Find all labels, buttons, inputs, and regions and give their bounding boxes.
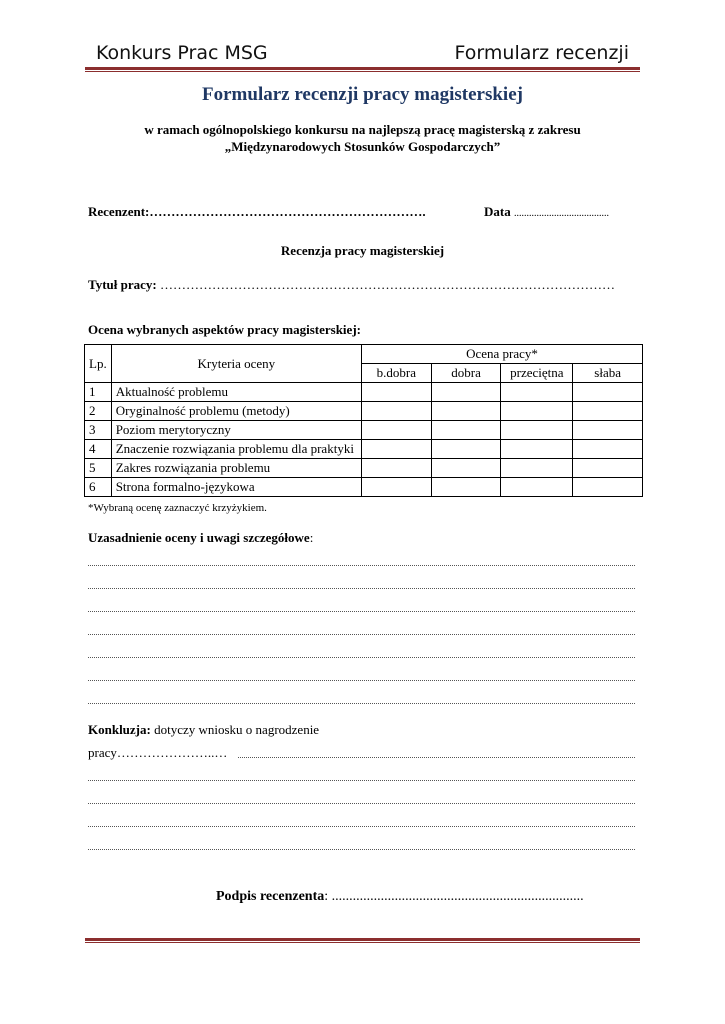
table-row xyxy=(85,478,643,497)
justification-line[interactable] xyxy=(88,657,635,658)
conclusion-dots: …………………..… xyxy=(116,745,228,760)
grade-cell[interactable] xyxy=(361,383,431,402)
justification-heading xyxy=(88,530,313,546)
review-heading: Recenzja pracy magisterskiej xyxy=(280,243,445,258)
justification-line[interactable] xyxy=(88,680,635,681)
grade-cell[interactable] xyxy=(573,459,643,478)
conclusion-line-start xyxy=(88,745,227,761)
table-row xyxy=(85,402,643,421)
justification-line[interactable] xyxy=(88,634,635,635)
table-row xyxy=(85,421,643,440)
grade-cell[interactable] xyxy=(501,402,573,421)
justification-line[interactable] xyxy=(88,588,635,589)
table-footnote: *Wybraną ocenę zaznaczyć krzyżykiem. xyxy=(88,502,267,514)
conclusion-word: pracy xyxy=(88,745,117,760)
col-header-grade-average: przeciętna xyxy=(501,364,573,383)
grade-cell[interactable] xyxy=(361,459,431,478)
grade-cell[interactable] xyxy=(501,421,573,440)
conclusion-heading xyxy=(88,722,319,738)
signature-dots[interactable]: ........................................................................ xyxy=(328,889,584,904)
col-header-grade-poor: słaba xyxy=(573,364,643,383)
grade-cell[interactable] xyxy=(361,402,431,421)
row-lp: 3 xyxy=(85,421,112,440)
signature-colon: : xyxy=(324,889,329,904)
conclusion-line[interactable] xyxy=(88,826,635,827)
conclusion-label: Konkluzja: xyxy=(88,722,151,737)
signature-label: Podpis recenzenta xyxy=(216,889,325,904)
row-lp: 1 xyxy=(85,383,112,402)
grade-cell[interactable] xyxy=(431,402,501,421)
grade-cell[interactable] xyxy=(573,421,643,440)
grade-cell[interactable] xyxy=(431,459,501,478)
table-row xyxy=(85,459,643,478)
grade-cell[interactable] xyxy=(361,440,431,459)
justification-label: Uzasadnienie oceny i uwagi szczegółowe xyxy=(88,530,310,545)
grade-cell[interactable] xyxy=(501,478,573,497)
row-criterion: Aktualność problemu xyxy=(111,383,361,402)
date-field xyxy=(484,204,609,220)
thesis-title-field xyxy=(88,277,615,293)
subtitle-line-2: „Międzynarodowych Stosunków Gospodarczych” xyxy=(224,139,501,154)
footer-rule xyxy=(85,938,640,943)
row-lp: 5 xyxy=(85,459,112,478)
row-criterion: Zakres rozwiązania problemu xyxy=(111,459,361,478)
col-header-grade-very-good: b.dobra xyxy=(361,364,431,383)
conclusion-text: dotyczy wniosku o nagrodzenie xyxy=(150,722,320,737)
date-label: Data xyxy=(484,204,511,219)
row-criterion: Poziom merytoryczny xyxy=(111,421,361,440)
justification-line[interactable] xyxy=(88,703,635,704)
assessment-heading: Ocena wybranych aspektów pracy magisterskiej: xyxy=(88,322,361,337)
row-criterion: Oryginalność problemu (metody) xyxy=(111,402,361,421)
signature-field xyxy=(216,889,584,905)
grade-cell[interactable] xyxy=(431,478,501,497)
row-lp: 2 xyxy=(85,402,112,421)
grade-cell[interactable] xyxy=(501,383,573,402)
header-right-text: Formularz recenzji xyxy=(454,42,629,64)
col-header-lp: Lp. xyxy=(85,345,112,383)
col-header-grade-good: dobra xyxy=(431,364,501,383)
table-row xyxy=(85,383,643,402)
justification-line[interactable] xyxy=(88,565,635,566)
col-header-criteria: Kryteria oceny xyxy=(111,345,361,383)
row-lp: 4 xyxy=(85,440,112,459)
grade-cell[interactable] xyxy=(501,440,573,459)
justification-line[interactable] xyxy=(88,611,635,612)
conclusion-line[interactable] xyxy=(88,803,635,804)
col-header-grade-group: Ocena pracy* xyxy=(361,345,642,364)
grade-cell[interactable] xyxy=(501,459,573,478)
reviewer-label: Recenzent: xyxy=(88,204,150,219)
row-criterion: Strona formalno-językowa xyxy=(111,478,361,497)
grade-cell[interactable] xyxy=(361,421,431,440)
assessment-table xyxy=(84,344,643,497)
grade-cell[interactable] xyxy=(573,478,643,497)
thesis-title-label: Tytuł pracy: xyxy=(88,277,157,292)
conclusion-line[interactable] xyxy=(238,757,635,758)
thesis-title-dots: …………………………………………………………………………………………… xyxy=(159,277,615,292)
conclusion-line[interactable] xyxy=(88,849,635,850)
grade-cell[interactable] xyxy=(573,440,643,459)
form-subtitle xyxy=(0,121,725,155)
date-dots: ...................................... xyxy=(513,208,609,219)
grade-cell[interactable] xyxy=(361,478,431,497)
reviewer-dots: ………………………………………………………. xyxy=(149,204,426,219)
row-lp: 6 xyxy=(85,478,112,497)
row-criterion: Znaczenie rozwiązania problemu dla praktyki xyxy=(111,440,361,459)
grade-cell[interactable] xyxy=(573,383,643,402)
justification-colon: : xyxy=(309,530,314,545)
grade-cell[interactable] xyxy=(573,402,643,421)
table-row xyxy=(85,440,643,459)
grade-cell[interactable] xyxy=(431,383,501,402)
grade-cell[interactable] xyxy=(431,440,501,459)
reviewer-field xyxy=(88,204,426,220)
form-title: Formularz recenzji pracy magisterskiej xyxy=(202,84,523,105)
conclusion-line[interactable] xyxy=(88,780,635,781)
grade-cell[interactable] xyxy=(431,421,501,440)
subtitle-line-1: w ramach ogólnopolskiego konkursu na najlepszą pracę magisterską z zakresu xyxy=(144,122,581,137)
header-rule xyxy=(85,67,640,72)
header-left-text: Konkurs Prac MSG xyxy=(96,42,268,64)
